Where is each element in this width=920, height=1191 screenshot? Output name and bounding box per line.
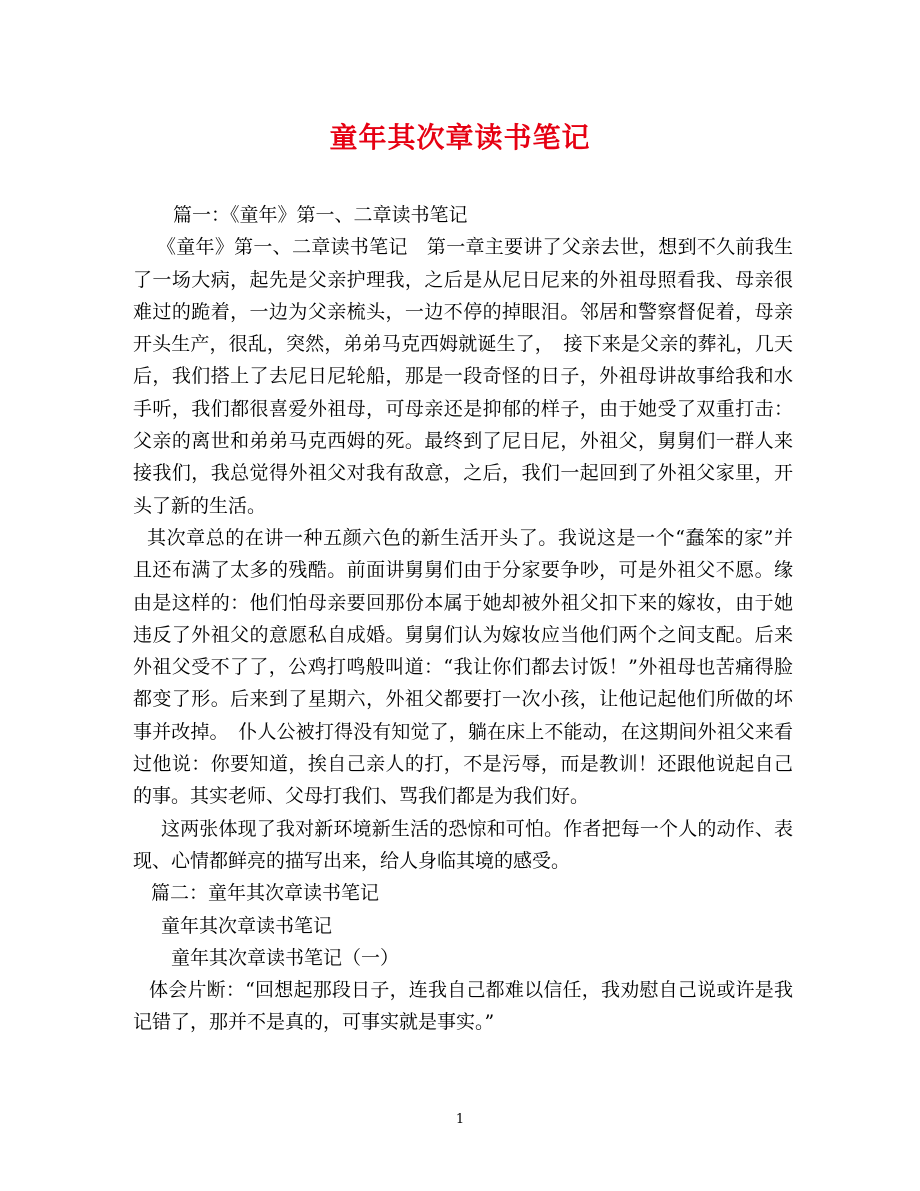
paragraph-subheading: 童年其次章读书笔记 xyxy=(161,914,333,937)
paragraph-subheading-part-one: 童年其次章读书笔记（一） xyxy=(171,946,400,969)
paragraph-excerpt: 体会片断：“回想起那段日子，连我自己都难以信任，我劝慰自己说或许是我记错了，那并不是真的，可事实就是事实。” xyxy=(133,979,793,1034)
paragraph-section-heading-1: 篇一：《童年》第一、二章读书笔记 xyxy=(173,204,468,226)
document-title: 童年其次章读书笔记 xyxy=(329,121,591,154)
paragraph-chapter-two-summary: 其次章总的在讲一种五颜六色的新生活开头了。我说这是一个“蠢笨的家”并且还布满了太多的残酷。前面讲舅舅们由于分家要争吵，可是外祖父不愿。缘由是这样的：他们怕母亲要回那份本属于她却被外祖父扣下来的嫁妆，由于她违反了外祖父的意愿私自成婚。舅舅们认为嫁妆应当他们两个之间支配。后来外祖父受不了了，公鸡打鸣般叫道：“我让你们都去讨饭！”外祖母也苦痛得脸都变了形。后来到了星期六，外祖父都要打一次小孩，让他记起他们所做的坏事并改掉。 仆人公被打得没有知觉了，躺在床上不能动，在这期间外祖父来看过他说：你要知道，挨自己亲人的打，不是污辱，而是教训！还跟他说起自己的事。其实老师、父母打我们、骂我们都是为我们好。 xyxy=(133,526,793,808)
paragraph-section-heading-2: 篇二：童年其次章读书笔记 xyxy=(151,882,380,905)
document-body xyxy=(133,199,793,1039)
paragraph-reflection: 这两张体现了我对新环境新生活的恐惊和可怕。作者把每一个人的动作、表现、心情都鲜亮的描写出来，给人身临其境的感受。 xyxy=(133,817,793,872)
paragraph-chapter-one-summary: 《童年》第一、二章读书笔记 第一章主要讲了父亲去世，想到不久前我生了一场大病，起先是父亲护理我，之后是从尼日尼来的外祖母照看我、母亲很难过的跪着，一边为父亲梳头，一边不停的掉眼泪。邻居和警察督促着，母亲开头生产，很乱，突然，弟弟马克西姆就诞生了， 接下来是父亲的葬礼，几天后，我们搭上了去尼日尼轮船，那是一段奇怪的日子，外祖母讲故事给我和水手听，我们都很喜爱外祖母，可母亲还是抑郁的样子，由于她受了双重打击：父亲的离世和弟弟马克西姆的死。最终到了尼日尼，外祖父，舅舅们一群人来接我们，我总觉得外祖父对我有敌意，之后，我们一起回到了外祖父家里，开头了新的生活。 xyxy=(133,236,793,517)
page-number: 1 xyxy=(455,1112,465,1127)
